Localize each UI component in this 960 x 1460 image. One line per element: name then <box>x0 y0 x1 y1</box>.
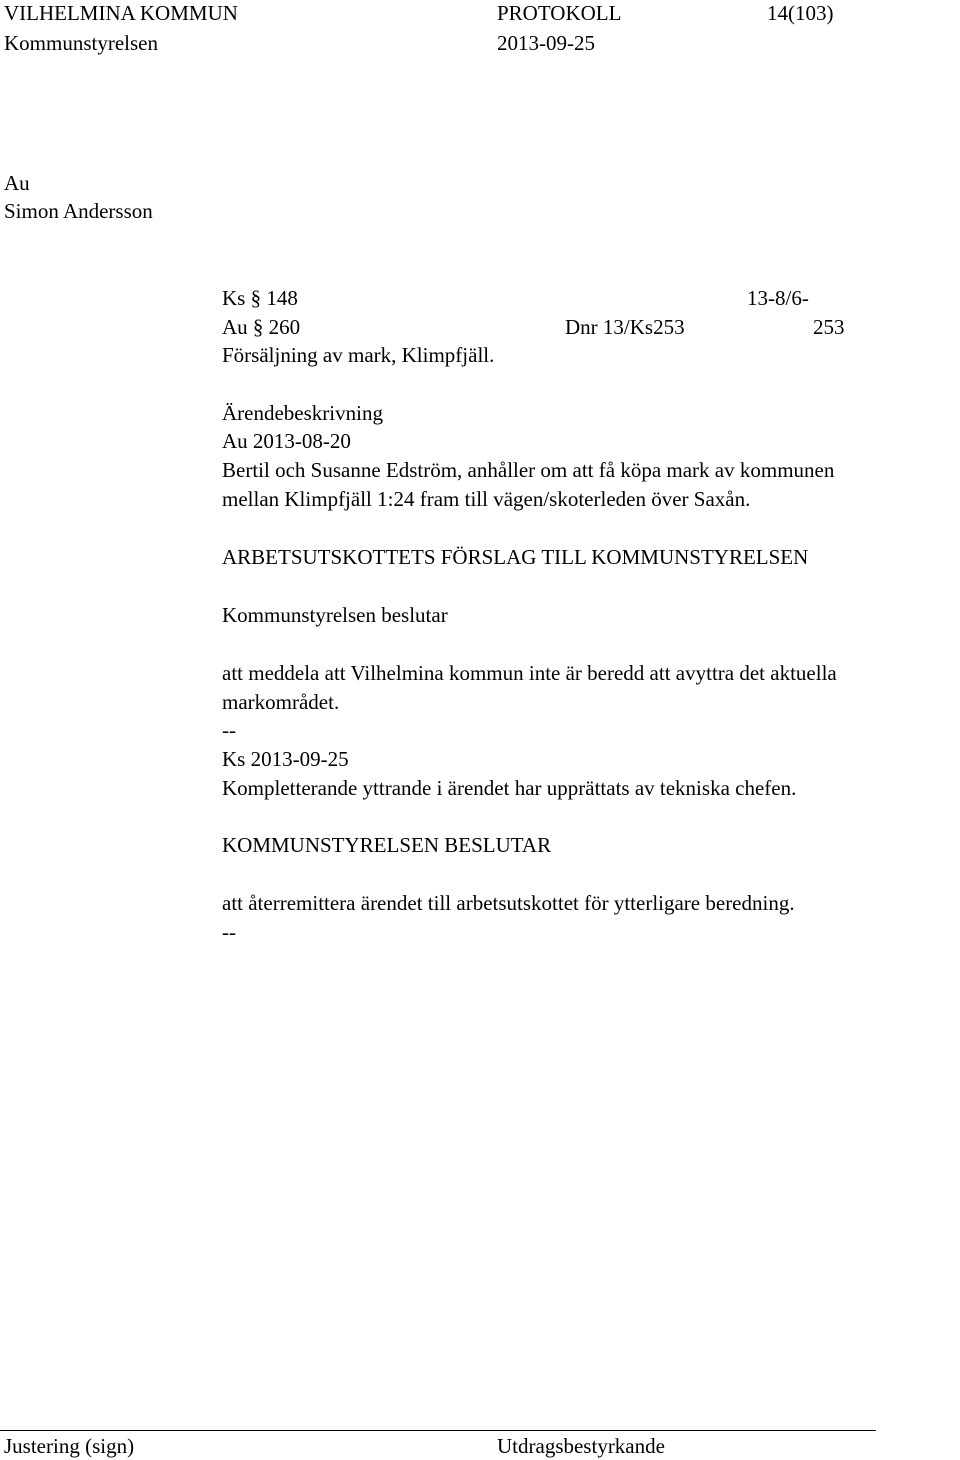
footer-utdrag: Utdragsbestyrkande <box>497 1434 665 1458</box>
case-code-2: 253 <box>813 315 845 339</box>
ks-note-date: Ks 2013-09-25 <box>222 747 349 771</box>
footer-justering: Justering (sign) <box>4 1434 135 1458</box>
ks-note-text: Kompletterande yttrande i ärendet har upprättats av tekniska chefen. <box>222 776 797 800</box>
header-date: 2013-09-25 <box>497 31 595 55</box>
description-heading: Ärendebeskrivning <box>222 401 383 425</box>
header-org: VILHELMINA KOMMUN <box>4 1 238 25</box>
description-date: Au 2013-08-20 <box>222 429 351 453</box>
dnr-ref: Dnr 13/Ks253 <box>565 315 685 339</box>
au-proposal-heading: ARBETSUTSKOTTETS FÖRSLAG TILL KOMMUNSTYRELSEN <box>222 545 809 569</box>
case-code-1: 13-8/6- <box>747 286 809 310</box>
header-doc-type: PROTOKOLL <box>497 1 622 25</box>
au-proposal-decision-line-2: markområdet. <box>222 690 340 714</box>
ks-decision-heading: KOMMUNSTYRELSEN BESLUTAR <box>222 833 552 857</box>
description-text-line-1: Bertil och Susanne Edström, anhåller om att få köpa mark av kommunen <box>222 458 835 482</box>
header-page-number: 14(103) <box>767 1 834 25</box>
ks-decision-separator: -- <box>222 920 236 944</box>
case-title: Försäljning av mark, Klimpfjäll. <box>222 343 495 367</box>
description-text-line-2: mellan Klimpfjäll 1:24 fram till vägen/skoterleden över Saxån. <box>222 487 751 511</box>
au-proposal-intro: Kommunstyrelsen beslutar <box>222 603 448 627</box>
distribution-group: Au <box>4 171 30 195</box>
distribution-person: Simon Andersson <box>4 199 153 223</box>
au-paragraph-ref: Au § 260 <box>222 315 301 339</box>
ks-paragraph-ref: Ks § 148 <box>222 286 298 310</box>
ks-decision-text: att återremittera ärendet till arbetsutskottet för ytterligare beredning. <box>222 891 795 915</box>
au-proposal-decision-line-1: att meddela att Vilhelmina kommun inte är beredd att avyttra det aktuella <box>222 661 837 685</box>
au-proposal-separator: -- <box>222 718 236 742</box>
header-body: Kommunstyrelsen <box>4 31 158 55</box>
footer-rule <box>0 1430 876 1431</box>
